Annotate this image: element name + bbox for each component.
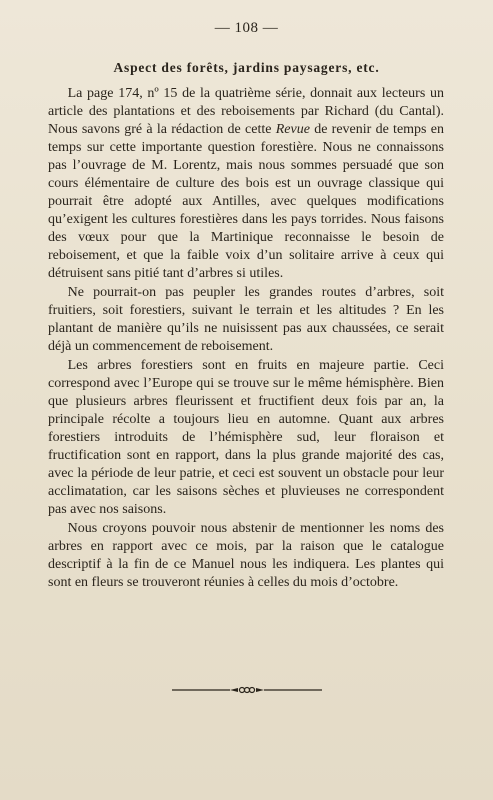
paragraph-2: Ne pourrait-on pas peupler les grandes routes d’arbres, soit fruitiers, soit forestiers, suivant le terrain et les altitudes ? En les plantant de manière qu’ils ne nuisissent pas aux chaussées, ce serait déjà un commencement de reboisement.	[48, 285, 444, 354]
decorative-rule-icon	[172, 686, 322, 694]
paragraph-3: Les arbres forestiers sont en fruits en majeure partie. Ceci correspond avec l’Europe qui se trouve sur le même hémisphère. Bien que plusieurs arbres fleurissent et fructifient deux fois par an, la principale récolte a toujours lieu en automne. Quant aux arbres forestiers introduits de l’hémisphère sud, leur floraison et fructification sont en rapport, dans la plus grande majorité des cas, avec la période de leur patrie, et ceci est souvent un obstacle pour leur acclimatation, car les saisons sèches et pluvieuses ne correspondent pas avec nos saisons.	[48, 358, 444, 517]
revue-italic: Revue	[275, 122, 310, 137]
paragraph-1-text-start: La page 174, nº 15 de la quatrième série, donnait aux lecteurs un article des plantations et des reboisements par Richard (du Cantal). Nous savons gré à la rédaction de cette	[48, 86, 444, 137]
body-text	[48, 85, 444, 592]
page-number: — 108 —	[214, 20, 279, 36]
paragraph-1-text-end: de revenir de temps en temps sur cette importante question forestière. Nous ne connaissons pas l’ouvrage de M. Lorentz, mais nous sommes persuadé que son cours élémentaire de culture des bois est un ouvrage classique qui pourrait être adopté aux Antilles, avec quelques modifications qu’exigent les cultures forestières dans les pays torrides. Nous faisons des vœux pour que la Martinique reconnaisse le besoin de reboisement, et que la faible voix d’un solitaire arrive à ceux qui détruisent sans pitié tant d’arbres si utiles.	[48, 122, 444, 281]
paragraph-1	[48, 85, 444, 283]
paragraph-4: Nous croyons pouvoir nous abstenir de mentionner les noms des arbres en rapport avec ce mois, par la raison que le catalogue descriptif à la fin de ce Manuel nous les indiquera. Les plantes qui sont en fleurs se trouveront réunies à celles du mois d’octobre.	[48, 521, 444, 590]
section-title: Aspect des forêts, jardins paysagers, etc.	[113, 60, 380, 75]
